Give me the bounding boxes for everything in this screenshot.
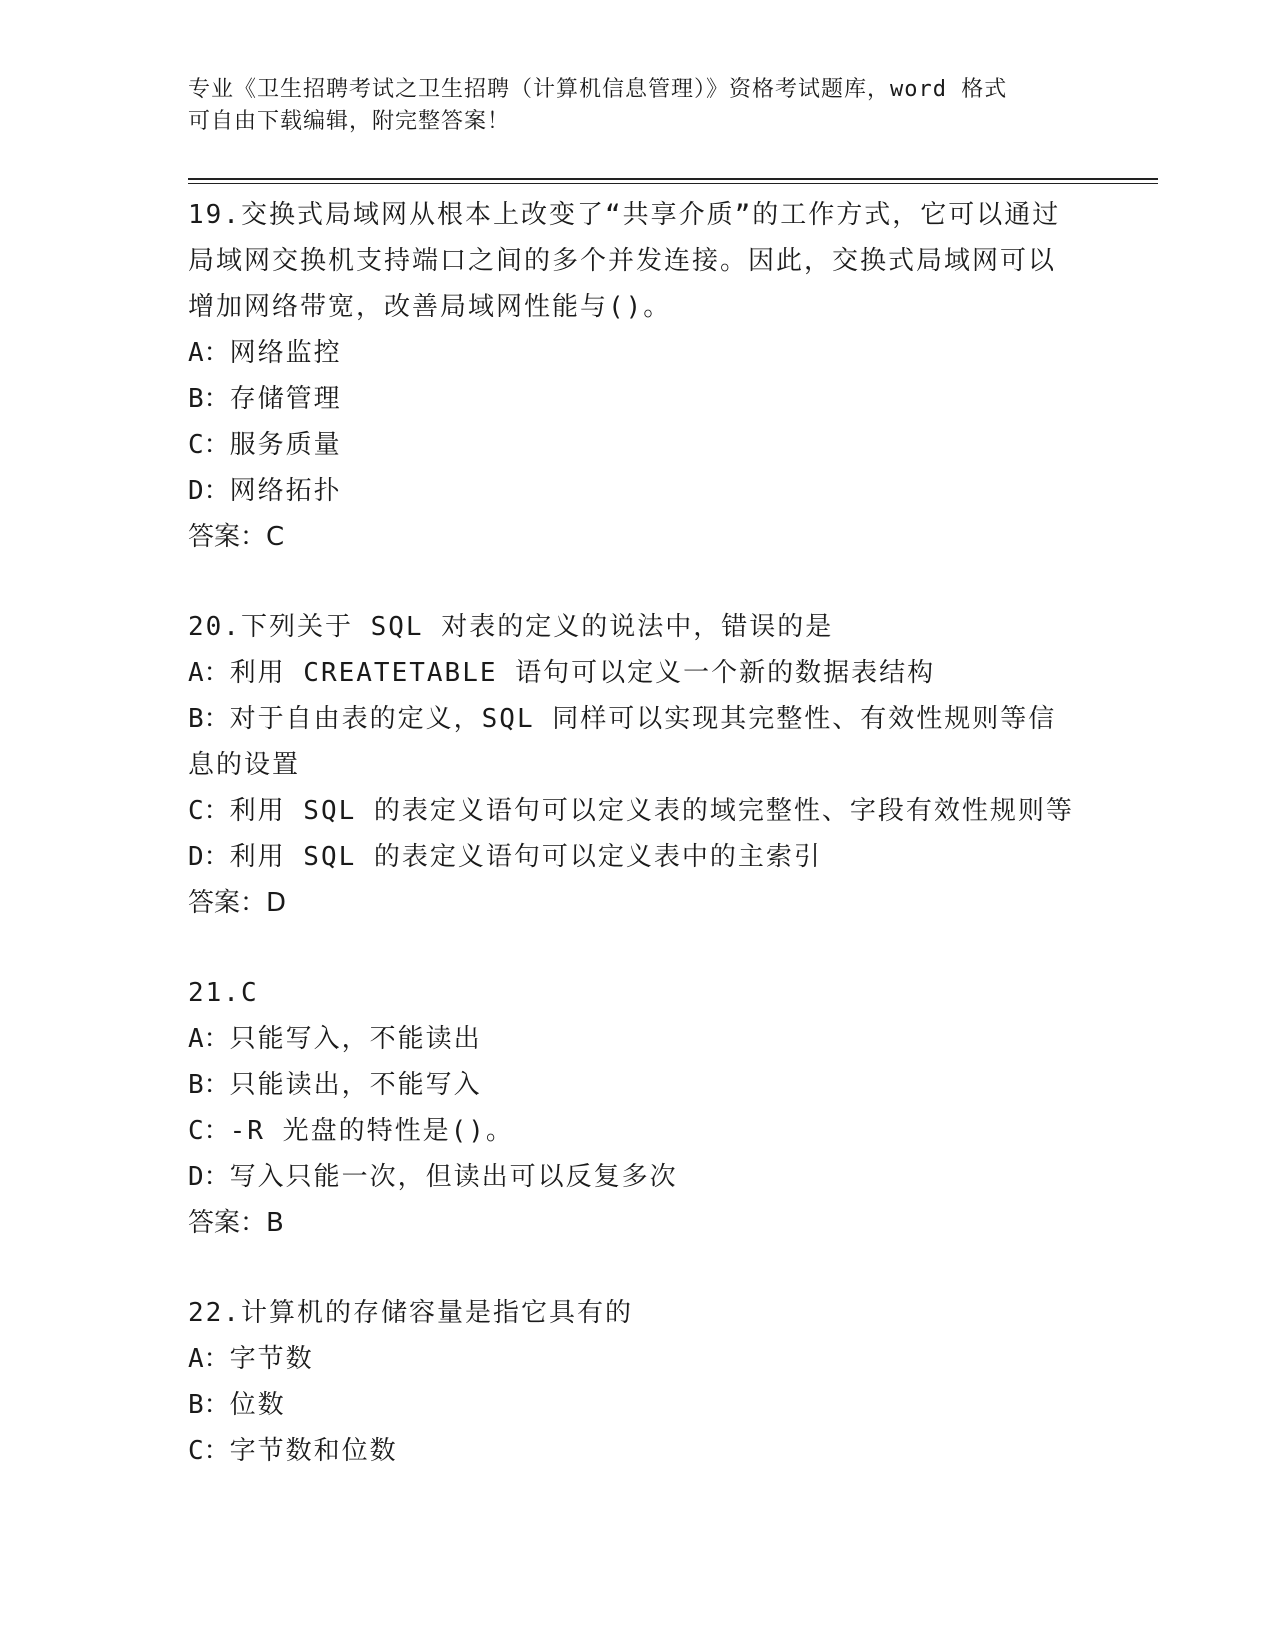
option-key: B： xyxy=(188,704,230,734)
option-key: C： xyxy=(188,1436,230,1466)
option-b xyxy=(188,376,1078,422)
answer: 答案：B xyxy=(188,1208,284,1238)
answer: 答案：C xyxy=(188,522,285,552)
option-a xyxy=(188,650,1078,696)
option-key: B： xyxy=(188,1070,230,1100)
option-text: 只能读出，不能写入 xyxy=(229,1070,482,1100)
option-text: 网络监控 xyxy=(229,338,342,368)
option-c xyxy=(188,422,1078,468)
question-22 xyxy=(188,1290,1078,1474)
option-key: D： xyxy=(188,476,230,506)
header-divider-thin xyxy=(188,183,1158,184)
option-text: 字节数 xyxy=(229,1344,314,1374)
option-key: D： xyxy=(188,842,230,872)
option-a xyxy=(188,1016,1078,1062)
option-a xyxy=(188,1336,1078,1382)
option-key: C： xyxy=(188,1116,230,1146)
option-key: A： xyxy=(188,1344,230,1374)
question-stem: 21.C xyxy=(188,978,259,1008)
option-text: 字节数和位数 xyxy=(229,1436,398,1466)
question-19 xyxy=(188,192,1078,560)
header-divider-thick xyxy=(188,178,1158,180)
option-text: -R 光盘的特性是()。 xyxy=(229,1116,514,1146)
option-c xyxy=(188,788,1078,834)
option-text: 只能写入，不能读出 xyxy=(229,1024,482,1054)
option-b xyxy=(188,1382,1078,1428)
option-text: 对于自由表的定义，SQL 同样可以实现其完整性、有效性规则等信息的设置 xyxy=(188,704,1057,780)
option-text: 存储管理 xyxy=(229,384,342,414)
option-text: 网络拓扑 xyxy=(229,476,342,506)
answer: 答案：D xyxy=(188,888,287,918)
option-key: D： xyxy=(188,1162,230,1192)
spacer xyxy=(188,560,1078,604)
spacer xyxy=(188,926,1078,970)
question-stem: 22.计算机的存储容量是指它具有的 xyxy=(188,1298,633,1328)
option-text: 服务质量 xyxy=(229,430,342,460)
option-c xyxy=(188,1428,1078,1474)
option-d xyxy=(188,1154,1078,1200)
option-key: B： xyxy=(188,1390,230,1420)
option-key: A： xyxy=(188,1024,230,1054)
spacer xyxy=(188,1246,1078,1290)
question-20 xyxy=(188,604,1078,926)
option-key: B： xyxy=(188,384,230,414)
option-text: 利用 CREATETABLE 语句可以定义一个新的数据表结构 xyxy=(229,658,936,688)
option-text: 利用 SQL 的表定义语句可以定义表的域完整性、字段有效性规则等 xyxy=(229,796,1074,826)
option-key: C： xyxy=(188,430,230,460)
option-key: C： xyxy=(188,796,230,826)
question-stem: 20.下列关于 SQL 对表的定义的说法中，错误的是 xyxy=(188,612,834,642)
option-key: A： xyxy=(188,338,230,368)
option-text: 写入只能一次，但读出可以反复多次 xyxy=(229,1162,678,1192)
document-header xyxy=(188,74,1068,138)
option-b xyxy=(188,1062,1078,1108)
option-a xyxy=(188,330,1078,376)
question-list xyxy=(188,192,1078,1474)
header-line-1: 专业《卫生招聘考试之卫生招聘（计算机信息管理）》资格考试题库，word 格式 xyxy=(188,77,1008,102)
option-c xyxy=(188,1108,1078,1154)
option-b xyxy=(188,696,1078,788)
option-d xyxy=(188,834,1078,880)
question-21 xyxy=(188,970,1078,1246)
option-d xyxy=(188,468,1078,514)
option-text: 利用 SQL 的表定义语句可以定义表中的主索引 xyxy=(229,842,822,872)
option-key: A： xyxy=(188,658,230,688)
question-stem: 19.交换式局域网从根本上改变了“共享介质”的工作方式，它可以通过局域网交换机支持端口之间的多个并发连接。因此，交换式局域网可以增加网络带宽，改善局域网性能与()。 xyxy=(188,200,1061,322)
option-text: 位数 xyxy=(229,1390,286,1420)
header-line-2: 可自由下载编辑，附完整答案！ xyxy=(188,109,511,134)
